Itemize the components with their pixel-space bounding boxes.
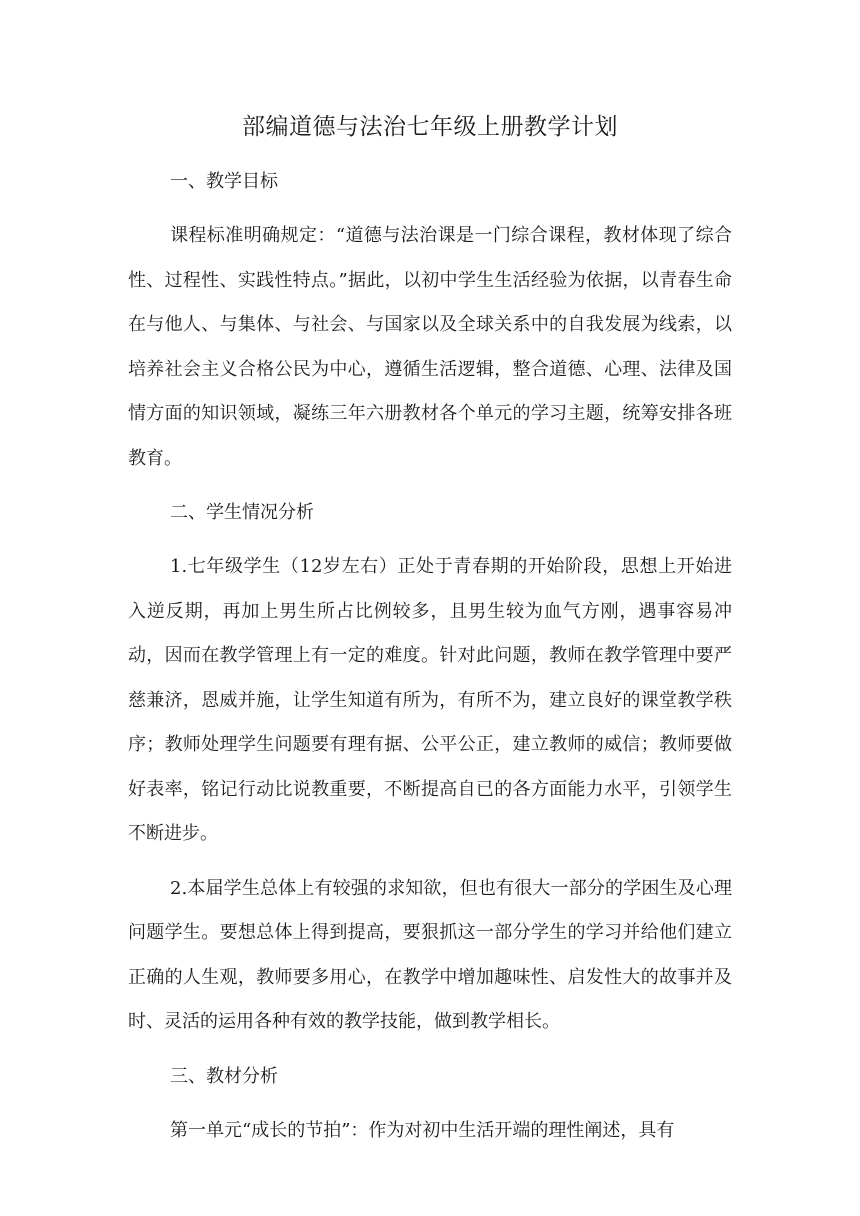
paragraph-teaching-goals: 课程标准明确规定：“道德与法治课是一门综合课程，教材体现了综合性、过程性、实践性特点。”据此，以初中学生生活经验为依据，以青春生命在与他人、与集体、与社会、与国家以及全球关系中的自我发展为线索，以培养社会主义合格公民为中心，遵循生活逻辑，整合道德、心理、法律及国情方面的知识领域，凝练三年六册教材各个单元的学习主题，统筹安排各班教育。 <box>128 225 732 469</box>
section-heading-teaching-goals: 一、教学目标 <box>170 171 278 192</box>
document-title: 部编道德与法治七年级上册教学计划 <box>242 114 618 140</box>
document-body <box>128 104 732 1163</box>
section-heading-textbook-analysis: 三、教材分析 <box>170 1065 278 1087</box>
paragraph-student-analysis-1: 1.七年级学生（12岁左右）正处于青春期的开始阶段，思想上开始进入逆反期，再加上男生所占比例较多，且男生较为血气方刚，遇事容易冲动，因而在教学管理上有一定的难度。针对此问题，教师在教学管理中要严慈兼济，恩威并施，让学生知道有所为，有所不为，建立良好的课堂教学秩序；教师处理学生问题要有理有据、公平公正，建立教师的威信；教师要做好表率，铭记行动比说教重要，不断提高自已的各方面能力水平，引领学生不断进步。 <box>128 556 732 844</box>
section-heading-student-analysis: 二、学生情况分析 <box>170 502 314 523</box>
paragraph-textbook-analysis: 第一单元“成长的节拍”：作为对初中生活开端的理性阐述，具有 <box>170 1119 675 1141</box>
paragraph-student-analysis-2: 2.本届学生总体上有较强的求知欲，但也有很大一部分的学困生及心理问题学生。要想总体上得到提高，要狠抓这一部分学生的学习并给他们建立正确的人生观，教师要多用心，在教学中增加趣味性、启发性大的故事并及时、灵活的运用各种有效的教学技能，做到教学相长。 <box>128 877 732 1032</box>
